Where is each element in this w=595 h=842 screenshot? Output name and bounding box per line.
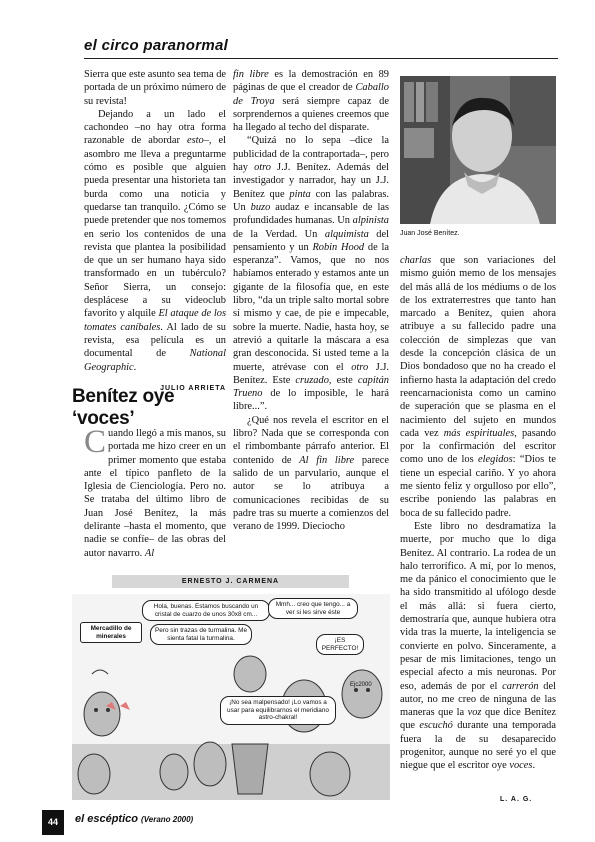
text-run: durante una temporada fuera la de su desaparecido progenitor, aunque no seré yo el que niegue que el escritor oye bbox=[400, 720, 556, 772]
text-run: . Al lado de su revista, esa película es un documental de bbox=[84, 321, 226, 360]
text-run: . bbox=[532, 760, 536, 772]
column-3 bbox=[400, 254, 556, 773]
text-run-italic: pinta bbox=[289, 188, 311, 200]
magazine-name: el escéptico bbox=[75, 813, 138, 825]
text-run-italic: elegidos bbox=[478, 454, 513, 466]
header-rule bbox=[84, 58, 558, 59]
col1-signature: JULIO ARRIETA bbox=[160, 384, 226, 392]
footer-magazine bbox=[75, 813, 193, 825]
text-run-italic: buzo bbox=[250, 201, 271, 213]
text-run-italic: más espirituales bbox=[443, 427, 515, 439]
col2-paragraph-3 bbox=[233, 414, 389, 534]
text-run: “Quizá no lo sepa –dice la publicidad de la contraportada–, pero hay bbox=[233, 135, 389, 174]
text-run: . bbox=[133, 361, 137, 373]
text-run: J.J. Benítez. Además del investigador y narrador, hay un J.J. Benítez que bbox=[233, 162, 389, 200]
text-run: será siempre capaz de sorprendernos a quienes creemos que ha llegado al techo del disparate. bbox=[233, 95, 389, 134]
article-paragraph-1 bbox=[84, 424, 226, 560]
text-run: ¿Qué nos revela el escritor en el libro? Nada que se corresponda con el rimbombante párrafo anterior. El contenido de bbox=[233, 414, 389, 466]
text-run: –, el asombro me lleva a preguntarme cómo es posible que alguien pueda presentar una historieta tan burda como una noticia y quedarse tan tranquilo. ¿Cómo se puede pretender que nos tomemos en serio los contenidos de una revista que plantea la posibilidad de que un ser humano haya sido transformado en un tubérculo? Señor Sierra, un consejo: desplácese a su videoclub favorito y alquile bbox=[84, 135, 227, 320]
text-run-italic: alquimista bbox=[324, 228, 369, 240]
portrait-image bbox=[400, 76, 556, 224]
cartoon-signature: Ejc2000 bbox=[350, 682, 372, 688]
text-run-italic: fin libre bbox=[233, 69, 269, 80]
column-1 bbox=[84, 68, 226, 395]
author-photo bbox=[400, 76, 556, 224]
cartoon bbox=[72, 594, 390, 800]
text-run: que dice Benítez que bbox=[400, 707, 556, 732]
text-run-italic: capitán Trueno bbox=[233, 374, 389, 400]
text-run-italic: El ataque de los tomates caníbales bbox=[84, 308, 226, 333]
text-run: J.J. Benítez. Este bbox=[233, 361, 389, 386]
speech-bubble-2: Mmh... creo que tengo... a ver si les sirve éste bbox=[268, 598, 358, 619]
text-run: con las palabras. Un bbox=[233, 188, 389, 213]
drop-cap: C bbox=[84, 424, 107, 460]
speech-bubble-4: ¡ES PERFECTO! bbox=[316, 634, 364, 655]
page-number: 44 bbox=[42, 810, 64, 835]
speech-bubble-5: ¡No sea malpensado! ¡Lo vamos a usar para equilibrarnos el meridiano astro-chakral! bbox=[220, 696, 336, 725]
text-run-italic: Caballo de Troya bbox=[233, 82, 389, 107]
text-run: , este bbox=[328, 374, 358, 386]
text-run: audaz e incansable de las profundidades humanas. Un bbox=[233, 201, 390, 227]
text-run: parece salido de un parvulario, aunque el autor se lo atribuya a comunicaciones recibidas de su padre tras su muerte a comienzos del verano de 1999. Dieciocho bbox=[233, 454, 389, 533]
text-run: Este libro no desdramatiza la muerte, por mucho que lo diga Benítez. Al contrario. La rodea de un halo terrorífico. A mí, por lo menos, me da pánico el conocimiento que le ha sido transmitido al ufólogo desde el más allá: si fuera cierto, demostraría que, aunque hubiera otra vida tras la muerte, la inteligencia se convierte en polvo. Sinceramente, a pesar de mis limitaciones, tengo un especial afecto a mis neuronas. Por eso, además de por el bbox=[400, 520, 556, 692]
text-run-italic: esto bbox=[186, 135, 204, 147]
text-run: Dejando a un lado el cachondeo –no hay otra forma razonable de abordar bbox=[84, 108, 226, 147]
col3-paragraph-1 bbox=[400, 254, 556, 520]
cartoon-credit: ERNESTO J. CARMENA bbox=[112, 575, 349, 588]
text-run: de lo imposible, le hará libre...”. bbox=[233, 388, 389, 413]
text-run: del pensamiento y un bbox=[233, 228, 390, 253]
text-run: que son variaciones del mismo guión memo de los mensajes del más allá de los médiums o de los de los extraterrestres que tanto han marcado a Benítez, quien ahora atribuye a su fallecido padre una colección de simplezas que van desde la concepción clásica de un Dios bondadoso que no ha creado el infierno hasta la adaptación del credo reencarnacionista como un camino de superación que se plasma en el nacimiento del sujeto en mundos cada vez bbox=[400, 255, 556, 439]
speech-bubble-1: Hola, buenas. Estamos buscando un cristal de cuarzo de unos 30x8 cm... bbox=[142, 600, 270, 621]
text-run: de la esperanza”. Vamos, que no nos habíamos enterado y estamos ante un gigante de la filosofía que, en este libro, “da un triple salto mortal sobre sí mismo y cae, de pie e impecable, sobre la muerte. Nadie, hasta hoy, se atrevió a quitarle la máscara a esa gran desconocida. Si usted teme a la muerte, atrévase con el bbox=[233, 241, 389, 373]
speech-bubble-3: Pero sin trazas de turmalina. Me sienta fatal la turmalina. bbox=[150, 624, 252, 645]
text-run: , pasando por la confirmación del escritor como uno de los bbox=[400, 427, 556, 466]
text-run-italic: voz bbox=[467, 707, 482, 719]
cartoon-sign: Mercadillo de minerales bbox=[80, 622, 142, 643]
text-run: es la demostración en 89 páginas de que el creador de bbox=[233, 69, 389, 94]
issue-label: (Verano 2000) bbox=[141, 815, 194, 824]
text-run-italic: Al fin libre bbox=[299, 454, 355, 466]
article-intro bbox=[84, 424, 226, 560]
text-run-italic: Robin Hood bbox=[312, 241, 365, 253]
col1-paragraph-1: Sierra que este asunto sea tema de portada de un próximo número de su revista! bbox=[84, 69, 226, 107]
text-run-italic: charlas bbox=[400, 255, 432, 266]
text-run-italic: cruzado bbox=[295, 374, 329, 386]
text-run-italic: alpinista bbox=[352, 215, 389, 227]
text-run-italic: National Geographic bbox=[84, 348, 226, 373]
text-run-italic: escuchó bbox=[419, 720, 453, 732]
text-run-italic: otro bbox=[351, 361, 369, 373]
col2-paragraph-2 bbox=[233, 134, 389, 413]
col2-paragraph-1 bbox=[233, 68, 389, 134]
text-run-italic: carrerón bbox=[502, 680, 539, 692]
text-run: del autor, no me creo de ninguna de las maneras que la bbox=[400, 680, 556, 719]
column-2 bbox=[233, 68, 389, 533]
text-run-italic: otro bbox=[254, 162, 271, 174]
text-run: : “Dios te tiene un especial cariño. Y yo ahora me siento feliz y orgulloso por ello”, escribe poniendo las palabras en boca de su fallecido padre. bbox=[400, 454, 556, 519]
text-run: de la Verdad. Un bbox=[233, 228, 325, 240]
col1-paragraph-2 bbox=[84, 108, 226, 374]
col3-signature: L. A. G. bbox=[500, 796, 533, 803]
text-run: uando llegó a mis manos, su portada me hizo creer en un primer momento que estaba ante el típico panfleto de la Iglesia de Cienciología. Pero no. Se trataba del último libro de Juan José Benítez, la más delirante –hasta el momento, que nadie se confíe– de las obras del autor navarro. bbox=[84, 428, 226, 559]
col3-paragraph-2 bbox=[400, 520, 556, 773]
text-run-italic: voces bbox=[509, 760, 533, 772]
section-header: el circo paranormal bbox=[84, 37, 229, 54]
article-title: Benítez oye ‘voces’ bbox=[72, 386, 175, 429]
text-run-italic: Al bbox=[144, 547, 155, 559]
photo-caption: Juan José Benítez. bbox=[400, 230, 460, 237]
